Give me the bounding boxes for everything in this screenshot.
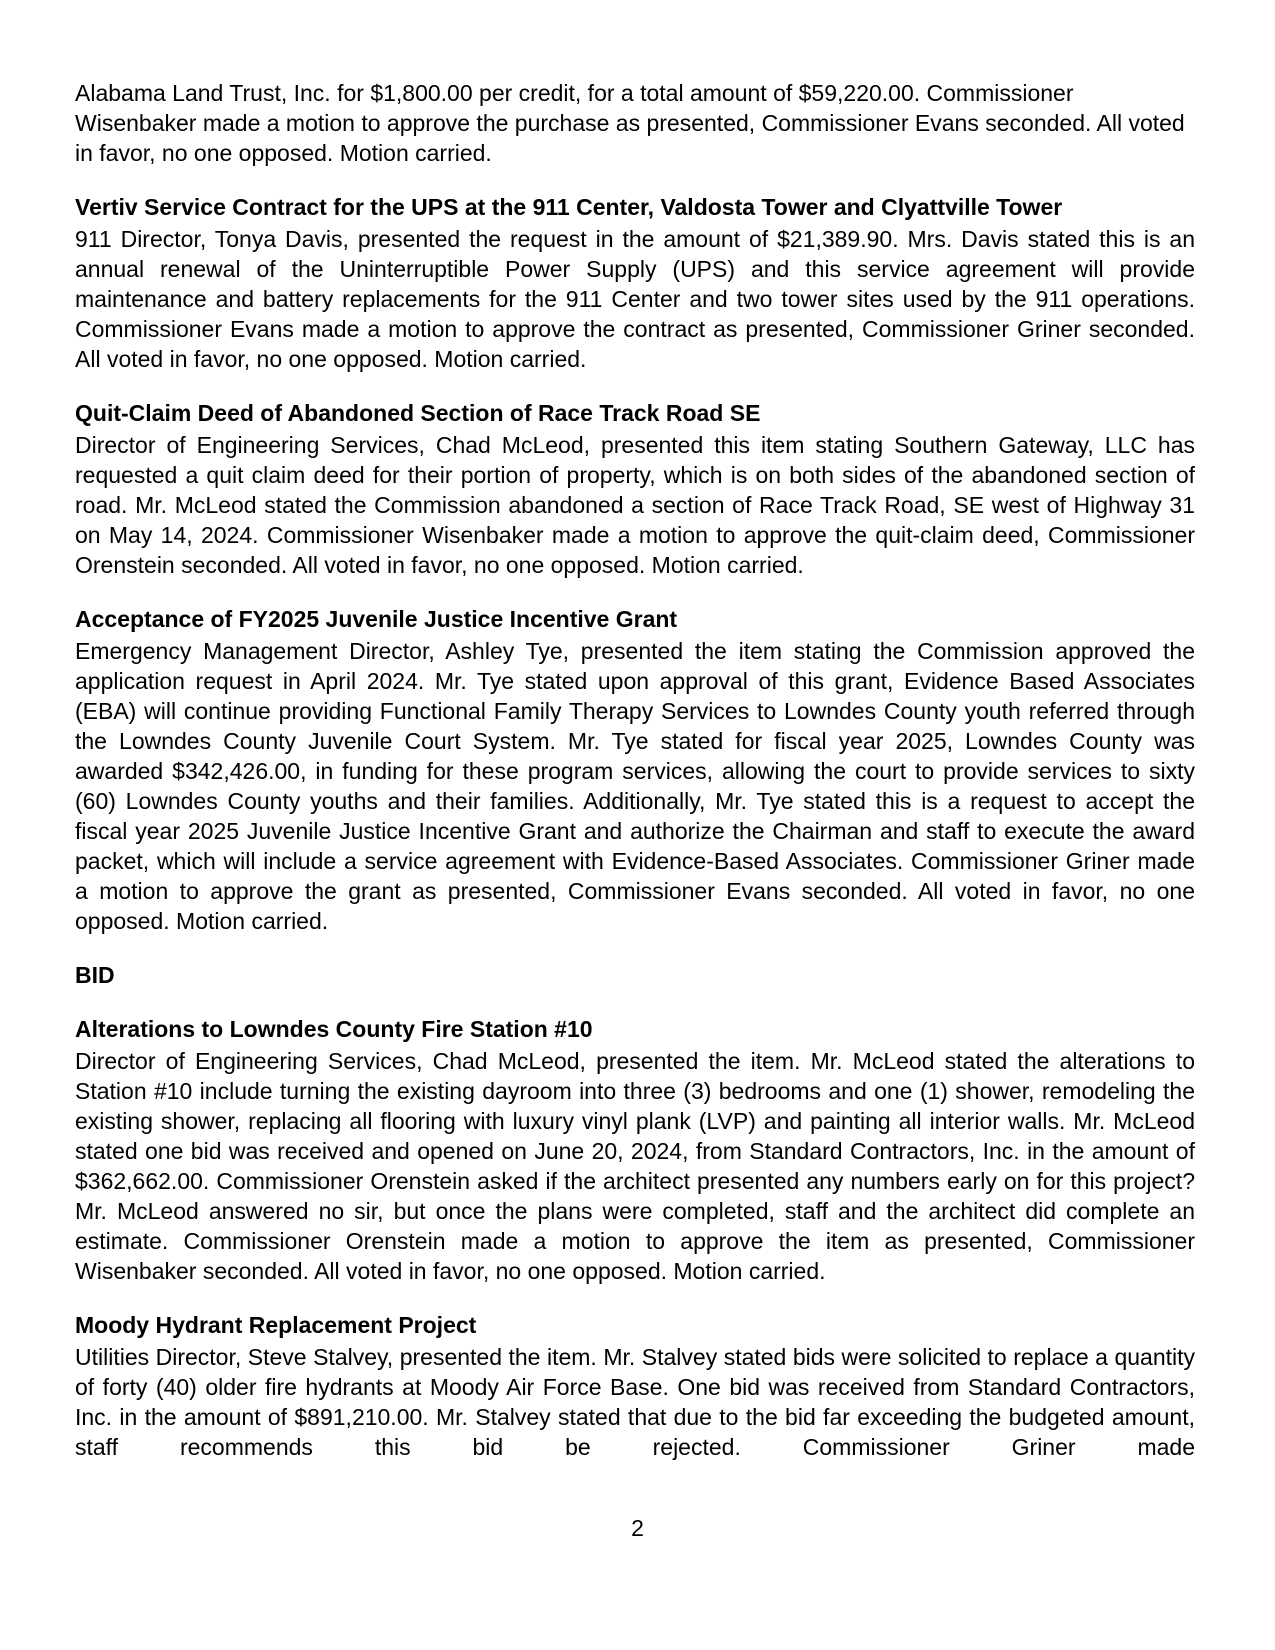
section-heading-juvenile-justice-grant: Acceptance of FY2025 Juvenile Justice Incentive Grant <box>75 606 678 632</box>
section-body-quit-claim: Director of Engineering Services, Chad McLeod, presented this item stating Southern Gateway, LLC has requested a quit claim deed for their portion of property, which is on both sides of the abandoned section of road. Mr. McLeod stated the Commission abandoned a section of Race Track Road, SE west of Highway 31 on May 14, 2024. Commissioner Wisenbaker made a motion to approve the quit-claim deed, Commissioner Orenstein seconded. All voted in favor, no one opposed. Motion carried. <box>75 432 1195 578</box>
section-heading-quit-claim: Quit-Claim Deed of Abandoned Section of Race Track Road SE <box>75 400 761 426</box>
section-juvenile-justice-grant <box>75 604 1195 936</box>
section-body-vertiv: 911 Director, Tonya Davis, presented the request in the amount of $21,389.90. Mrs. Davis stated this is an annual renewal of the Uninterruptible Power Supply (UPS) and this service agreement will provide maintenance and battery replacements for the 911 Center and two tower sites used by the 911 operations. Commissioner Evans made a motion to approve the contract as presented, Commissioner Griner seconded. All voted in favor, no one opposed. Motion carried. <box>75 226 1195 372</box>
section-fire-station-alterations <box>75 1014 1195 1286</box>
section-quit-claim-deed <box>75 398 1195 580</box>
section-vertiv-service-contract <box>75 192 1195 374</box>
page-number: 2 <box>631 1515 644 1541</box>
section-body-moody-hydrant: Utilities Director, Steve Stalvey, presented the item. Mr. Stalvey stated bids were solicited to replace a quantity of forty (40) older fire hydrants at Moody Air Force Base. One bid was received from Standard Contractors, Inc. in the amount of $891,210.00. Mr. Stalvey stated that due to the bid far exceeding the budgeted amount, staff recommends this bid be rejected. Commissioner Griner made <box>75 1344 1195 1460</box>
category-heading-bid: BID <box>75 962 115 988</box>
section-body-juvenile-justice-grant: Emergency Management Director, Ashley Tye, presented the item stating the Commission approved the application request in April 2024. Mr. Tye stated upon approval of this grant, Evidence Based Associates (EBA) will continue providing Functional Family Therapy Services to Lowndes County youth referred through the Lowndes County Juvenile Court System. Mr. Tye stated for fiscal year 2025, Lowndes County was awarded $342,426.00, in funding for these program services, allowing the court to provide services to sixty (60) Lowndes County youths and their families. Additionally, Mr. Tye stated this is a request to accept the fiscal year 2025 Juvenile Justice Incentive Grant and authorize the Chairman and staff to execute the award packet, which will include a service agreement with Evidence-Based Associates. Commissioner Griner made a motion to approve the grant as presented, Commissioner Evans seconded. All voted in favor, no one opposed. Motion carried. <box>75 638 1195 934</box>
continuation-paragraph: Alabama Land Trust, Inc. for $1,800.00 per credit, for a total amount of $59,220.00. Commissioner Wisenbaker made a motion to approve the purchase as presented, Commissioner Evans seconded. All voted in favor, no one opposed. Motion carried. <box>75 80 1185 166</box>
section-heading-vertiv: Vertiv Service Contract for the UPS at the 911 Center, Valdosta Tower and Clyattville Tower <box>75 194 1063 220</box>
section-moody-hydrant-project <box>75 1310 1195 1462</box>
section-heading-moody-hydrant: Moody Hydrant Replacement Project <box>75 1312 477 1338</box>
section-body-fire-station: Director of Engineering Services, Chad McLeod, presented the item. Mr. McLeod stated the alterations to Station #10 include turning the existing dayroom into three (3) bedrooms and one (1) shower, remodeling the existing shower, replacing all flooring with luxury vinyl plank (LVP) and painting all interior walls. Mr. McLeod stated one bid was received and opened on June 20, 2024, from Standard Contractors, Inc. in the amount of $362,662.00. Commissioner Orenstein asked if the architect presented any numbers early on for this project? Mr. McLeod answered no sir, but once the plans were completed, staff and the architect did complete an estimate. Commissioner Orenstein made a motion to approve the item as presented, Commissioner Wisenbaker seconded. All voted in favor, no one opposed. Motion carried. <box>75 1048 1195 1284</box>
section-heading-fire-station: Alterations to Lowndes County Fire Station #10 <box>75 1016 593 1042</box>
